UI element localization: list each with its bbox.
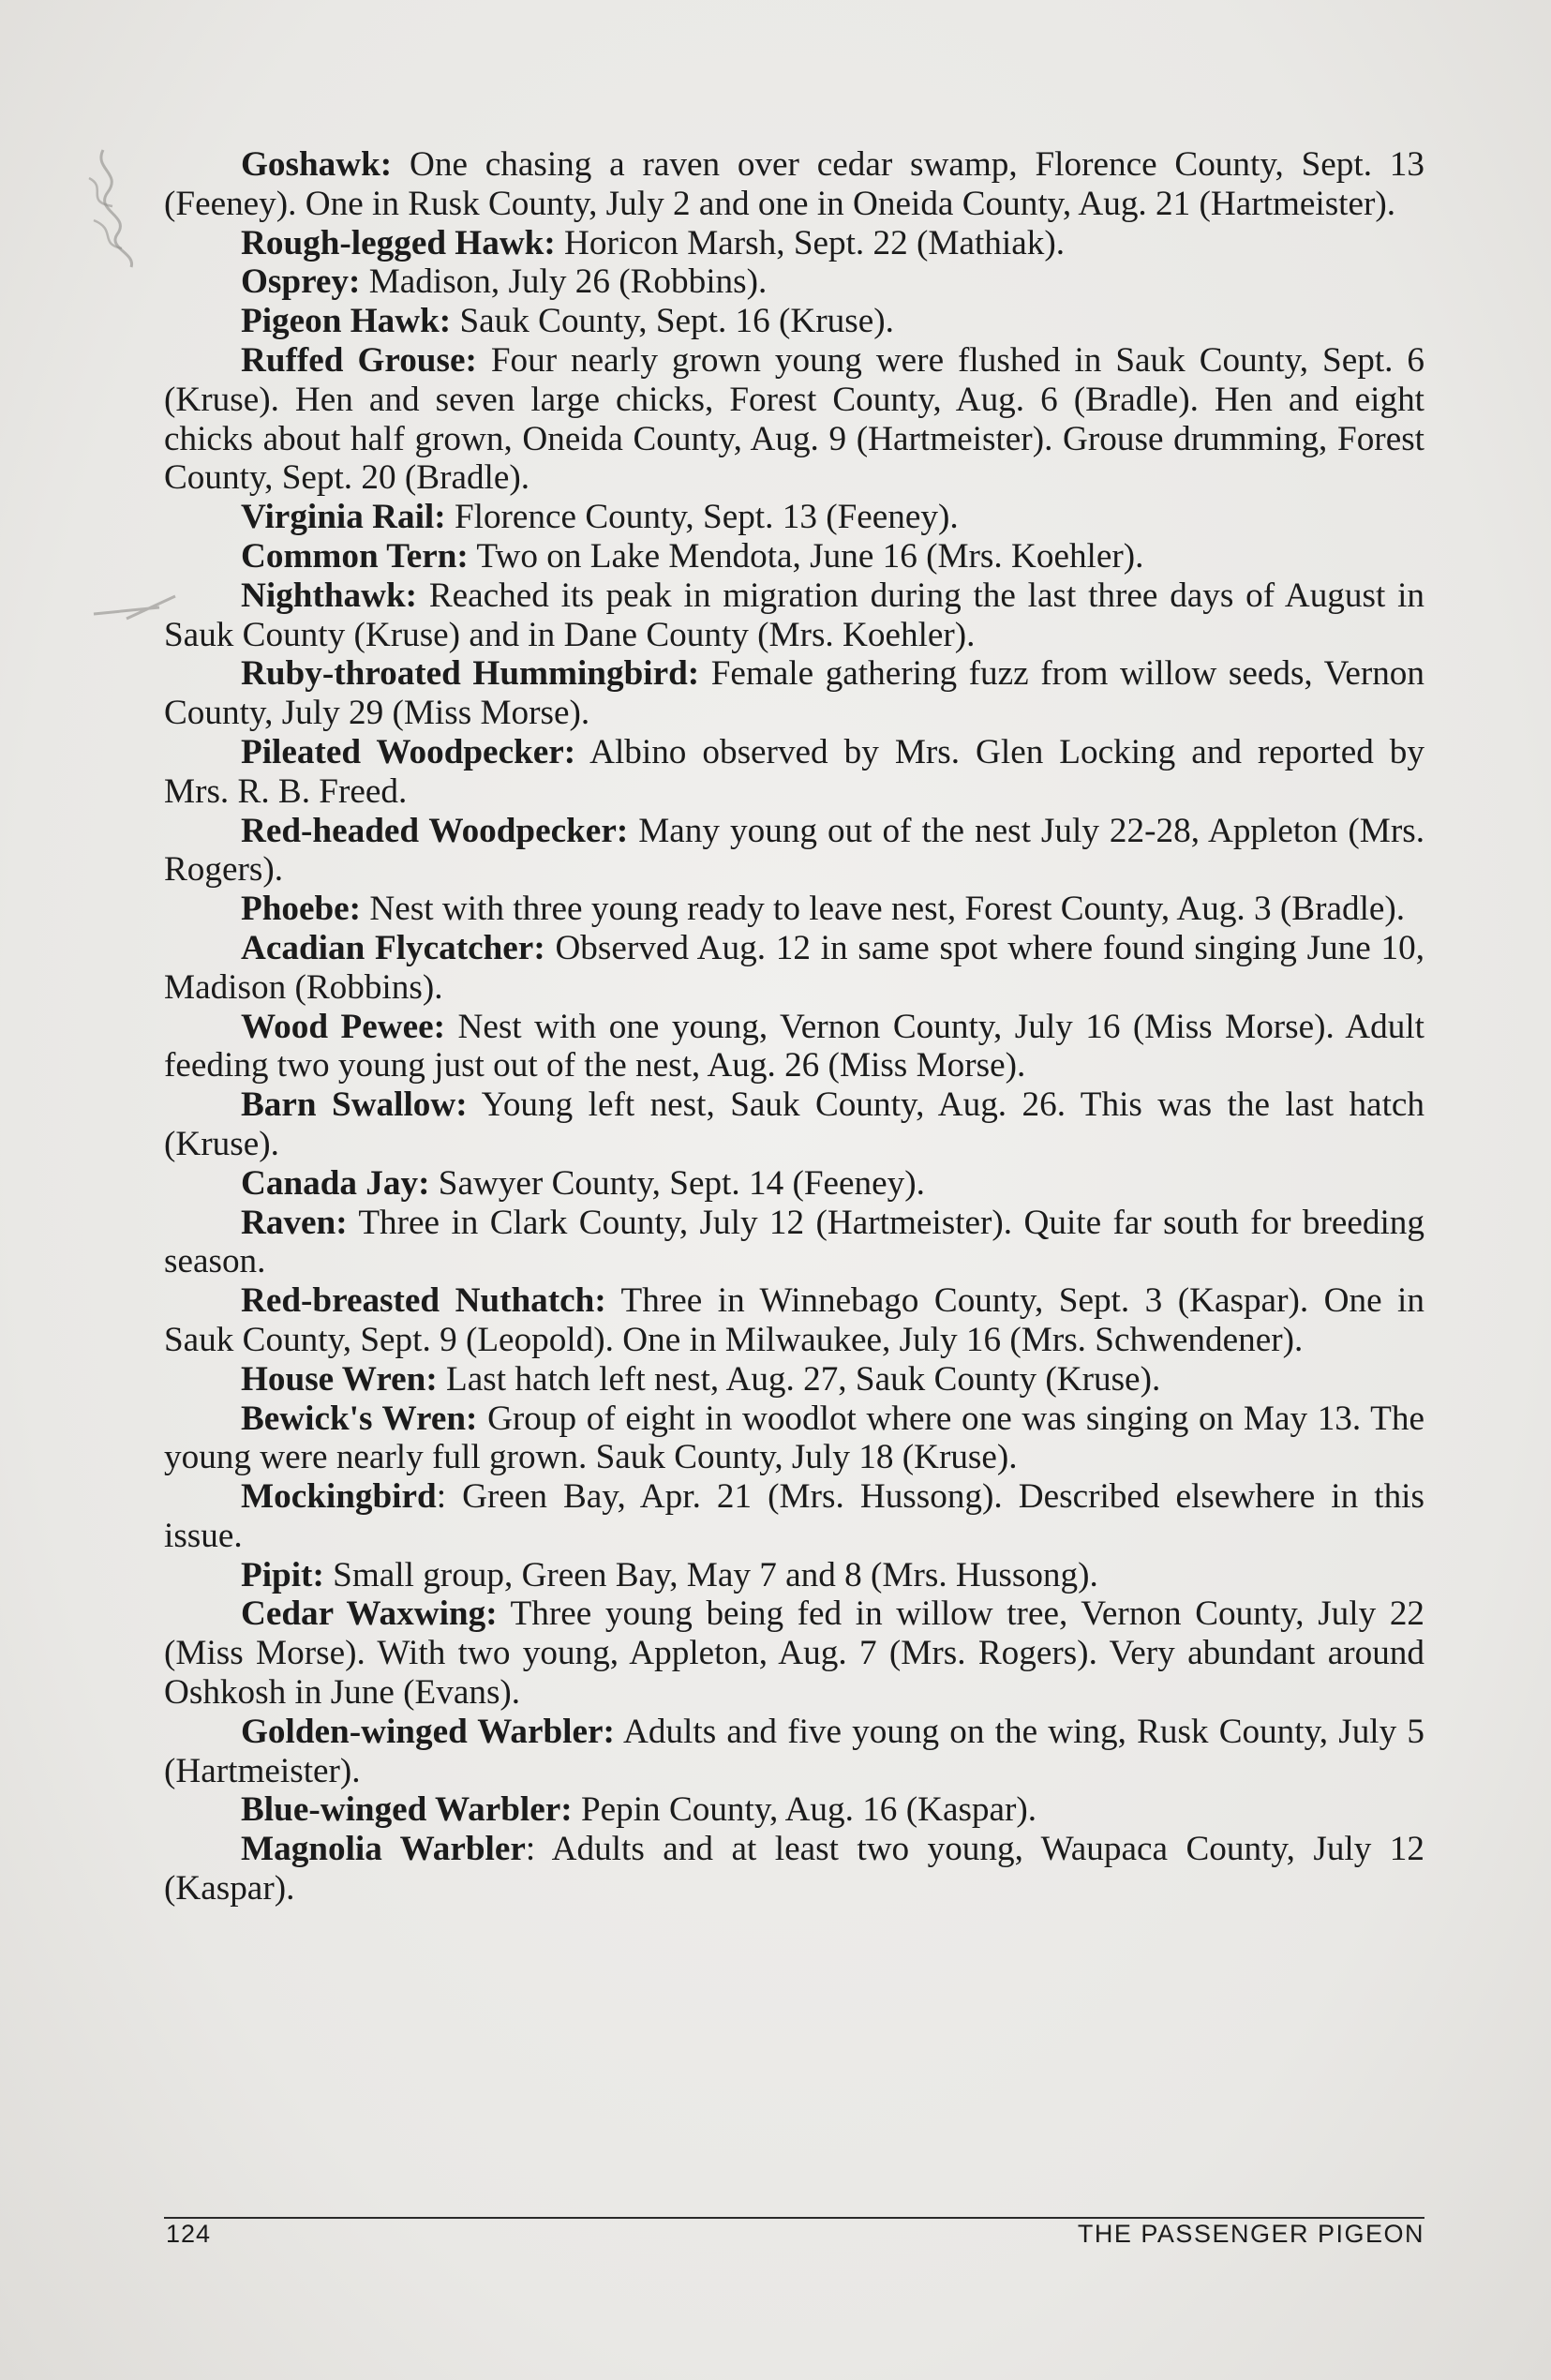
- species-observation: Albino observed by Mrs. Glen Locking and reported by Mrs. R. B. Freed.: [164, 732, 1424, 811]
- species-name: Raven:: [241, 1203, 348, 1242]
- species-entry: [164, 654, 1424, 733]
- species-entry: [164, 1008, 1424, 1086]
- species-observation: : Adults and at least two young, Waupaca County, July 12 (Kaspar).: [164, 1830, 1424, 1908]
- species-entry: [164, 262, 1424, 302]
- species-observation: Adults and five young on the wing, Rusk County, July 5 (Hartmeister).: [164, 1712, 1424, 1790]
- species-name: Red-headed Woodpecker:: [241, 811, 629, 850]
- species-observation: Madison, July 26 (Robbins).: [360, 262, 768, 302]
- species-entry: [164, 1281, 1424, 1360]
- species-name: Canada Jay:: [241, 1163, 430, 1203]
- species-entry: [164, 224, 1424, 263]
- species-entry: [164, 1713, 1424, 1791]
- species-entry: [164, 1085, 1424, 1164]
- species-entry: [164, 1164, 1424, 1204]
- species-entry: [164, 145, 1424, 224]
- species-name: Golden-winged Warbler:: [241, 1712, 615, 1751]
- species-entry: [164, 1204, 1424, 1282]
- species-entry: [164, 537, 1424, 576]
- species-entry: [164, 1477, 1424, 1556]
- species-entry: [164, 302, 1424, 341]
- species-name: Common Tern:: [241, 536, 469, 576]
- species-name: Blue-winged Warbler:: [241, 1790, 573, 1830]
- species-notes: [164, 145, 1424, 1908]
- species-name: Pileated Woodpecker:: [241, 732, 576, 771]
- species-entry: [164, 1594, 1424, 1712]
- species-entry: [164, 890, 1424, 929]
- species-observation: : Green Bay, Apr. 21 (Mrs. Hussong). Described elsewhere in this issue.: [164, 1477, 1424, 1555]
- species-entry: [164, 498, 1424, 537]
- page-number: 124: [166, 2220, 212, 2248]
- species-observation: Horicon Marsh, Sept. 22 (Mathiak).: [555, 223, 1065, 262]
- species-observation: Sawyer County, Sept. 14 (Feeney).: [429, 1163, 925, 1203]
- species-name: Phoebe:: [241, 890, 362, 929]
- species-observation: Nest with one young, Vernon County, July 16 (Miss Morse). Adult feeding two young just out of the nest, Aug. 26 (Miss Morse).: [164, 1007, 1424, 1085]
- species-observation: Three young being fed in willow tree, Vernon County, July 22 (Miss Morse). With two young, Appleton, Aug. 7 (Mrs. Rogers). Very abundant around Oshkosh in June (Evans).: [164, 1594, 1425, 1713]
- species-name: Rough-legged Hawk:: [241, 223, 556, 262]
- species-observation: Young left nest, Sauk County, Aug. 26. This was the last hatch (Kruse).: [164, 1085, 1424, 1163]
- species-observation: Small group, Green Bay, May 7 and 8 (Mrs. Hussong).: [323, 1555, 1098, 1594]
- species-observation: Female gathering fuzz from willow seeds, Vernon County, July 29 (Miss Morse).: [164, 654, 1424, 733]
- species-observation: Observed Aug. 12 in same spot where found singing June 10, Madison (Robbins).: [164, 928, 1424, 1007]
- species-entry: [164, 929, 1424, 1008]
- species-name: Ruby-throated Hummingbird:: [241, 654, 700, 694]
- species-name: Red-breasted Nuthatch:: [241, 1281, 606, 1321]
- species-name: Barn Swallow:: [241, 1085, 468, 1125]
- species-entry: [164, 733, 1424, 812]
- species-entry: [164, 1830, 1424, 1908]
- species-name: Goshawk:: [241, 145, 393, 184]
- footer-rule: [164, 2217, 1424, 2219]
- species-name: Cedar Waxwing:: [241, 1594, 498, 1634]
- species-observation: Many young out of the nest July 22-28, Appleton (Mrs. Rogers).: [164, 811, 1424, 890]
- species-name: House Wren:: [241, 1359, 438, 1399]
- species-name: Nighthawk:: [241, 576, 418, 615]
- species-name: Acadian Flycatcher:: [241, 928, 545, 967]
- species-name: Osprey:: [241, 262, 361, 302]
- species-observation: Three in Winnebago County, Sept. 3 (Kaspar). One in Sauk County, Sept. 9 (Leopold). One in Milwaukee, July 16 (Mrs. Schwendener).: [164, 1281, 1424, 1359]
- species-observation: Last hatch left nest, Aug. 27, Sauk County (Kruse).: [437, 1359, 1161, 1399]
- species-name: Pipit:: [241, 1555, 324, 1594]
- species-name: Ruffed Grouse:: [241, 340, 477, 380]
- species-name: Magnolia Warbler: [241, 1830, 526, 1869]
- species-entry: [164, 1360, 1424, 1400]
- species-entry: [164, 1400, 1424, 1478]
- species-observation: Nest with three young ready to leave nest, Forest County, Aug. 3 (Bradle).: [361, 890, 1406, 929]
- species-entry: [164, 1790, 1424, 1830]
- species-name: Wood Pewee:: [241, 1007, 445, 1046]
- journal-title: THE PASSENGER PIGEON: [1077, 2220, 1424, 2248]
- species-entry: [164, 1556, 1424, 1595]
- species-observation: Three in Clark County, July 12 (Hartmeister). Quite far south for breeding season.: [164, 1203, 1424, 1281]
- species-observation: Sauk County, Sept. 16 (Kruse).: [451, 302, 894, 341]
- species-observation: Florence County, Sept. 13 (Feeney).: [445, 498, 959, 537]
- species-observation: Pepin County, Aug. 16 (Kaspar).: [572, 1790, 1037, 1830]
- species-name: Pigeon Hawk:: [241, 302, 452, 341]
- species-entry: [164, 576, 1424, 655]
- species-observation: Four nearly grown young were flushed in Sauk County, Sept. 6 (Kruse). Hen and seven large chicks, Forest County, Aug. 6 (Bradle). Hen and eight chicks about half grown, Oneida County, Aug. 9 (Hartmeister). Grouse drumming, Forest County, Sept. 20 (Bradle).: [164, 340, 1425, 498]
- species-entry: [164, 341, 1424, 498]
- species-observation: Reached its peak in migration during the last three days of August in Sauk County (Kruse) and in Dane County (Mrs. Koehler).: [164, 576, 1424, 654]
- species-name: Virginia Rail:: [241, 498, 446, 537]
- species-observation: Group of eight in woodlot where one was singing on May 13. The young were nearly full grown. Sauk County, July 18 (Kruse).: [164, 1399, 1424, 1477]
- species-name: Mockingbird: [241, 1477, 437, 1517]
- species-name: Bewick's Wren:: [241, 1399, 478, 1438]
- species-observation: Two on Lake Mendota, June 16 (Mrs. Koehler).: [468, 536, 1144, 576]
- pencil-scribble-icon: [66, 141, 169, 272]
- species-observation: One chasing a raven over cedar swamp, Florence County, Sept. 13 (Feeney). One in Rusk County, July 2 and one in Oneida County, Aug. 21 (Hartmeister).: [164, 145, 1424, 223]
- species-entry: [164, 812, 1424, 891]
